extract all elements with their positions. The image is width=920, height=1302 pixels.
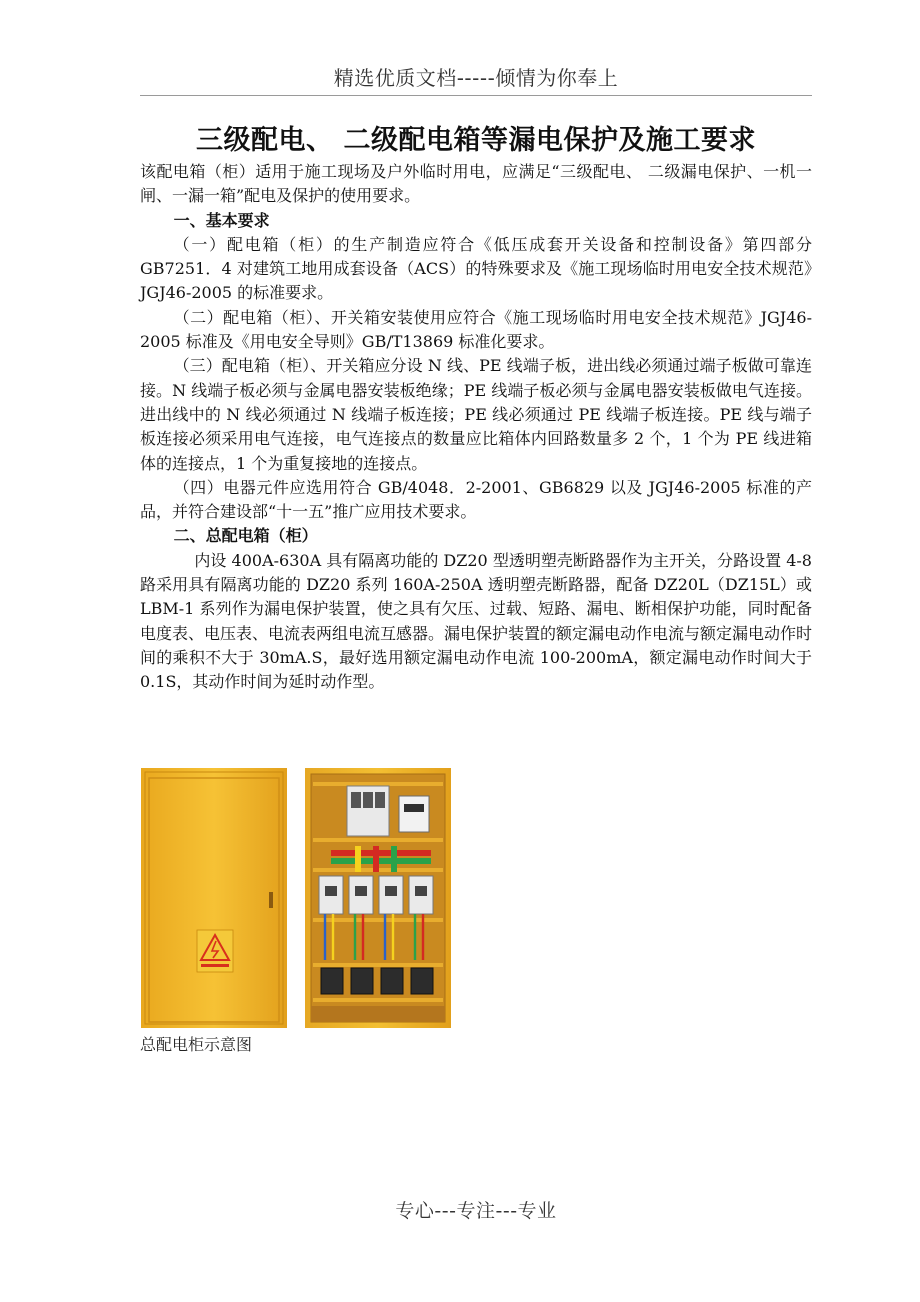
intro-paragraph: 该配电箱（柜）适用于施工现场及户外临时用电，应满足“三级配电、 二级漏电保护、一机一闸、一漏一箱”配电及保护的使用要求。 (140, 162, 812, 206)
requirement-item-3: （三）配电箱（柜）、开关箱应分设 N 线、PE 线端子板，进出线必须通过端子板做可靠连接。N 线端子板必须与金属电器安装板绝缘；PE 线端子板必须与金属电器安装板做电气连接。进出线中的 N 线必须通过 N 线端子板连接；PE 线必须通过 PE 线端子板连接。PE 线与端子板连接必须采用电气连接，电气连接点的数量应比箱体内回路数量多 2 个，1 个为 PE 线进箱体的连接点，1 个为重复接地的连接点。 (140, 356, 812, 473)
section-heading-main-cabinet: 二、总配电箱（柜） (173, 526, 318, 546)
figure-caption: 总配电柜示意图 (140, 1035, 253, 1054)
cabinet-illustration (141, 768, 451, 1028)
main-cabinet-paragraph: 内设 400A-630A 具有隔离功能的 DZ20 型透明塑壳断路器作为主开关，分路设置 4-8 路采用具有隔离功能的 DZ20 系列 160A-250A 透明塑壳断路器，配备 DZ20L（DZ15L）或 LBM-1 系列作为漏电保护装置，使之具有欠压、过载、短路、漏电、断相保护功能，同时配备电度表、电压表、电流表两组电流互感器。漏电保护装置的额定漏电动作电流与额定漏电动作时间的乘积不大于 30mA.S，最好选用额定漏电动作电流 100-200mA，额定漏电动作时间大于 0.1S，其动作时间为延时动作型。 (140, 550, 813, 692)
cable-entry-panel (311, 1006, 445, 1022)
header-divider (140, 95, 812, 96)
cabinet-door (141, 768, 287, 1028)
page-footer: 专心---专注---专业 (395, 1200, 557, 1222)
energy-meter (399, 796, 429, 832)
page-header: 精选优质文档-----倾情为你奉上 (333, 66, 619, 90)
closed-cabinet (141, 768, 287, 1028)
requirement-item-4: （四）电器元件应选用符合 GB/4048．2-2001、GB6829 以及 JGJ46-2005 标准的产品，并符合建设部“十一五”推广应用技术要求。 (140, 477, 812, 522)
distribution-cabinet-figure (141, 768, 451, 1028)
warning-sign-icon (197, 930, 233, 972)
main-circuit-breaker (347, 786, 389, 836)
open-cabinet (305, 768, 451, 1028)
document-body (140, 160, 812, 695)
document-title: 三级配电、 二级配电箱等漏电保护及施工要求 (196, 125, 756, 156)
door-handle-icon (269, 892, 273, 908)
section-heading-basic-requirements: 一、基本要求 (173, 210, 270, 230)
requirement-item-2: （二）配电箱（柜）、开关箱安装使用应符合《施工现场临时用电安全技术规范》JGJ46-2005 标准及《用电安全导则》GB/T13869 标准化要求。 (140, 307, 812, 352)
requirement-item-1: （一）配电箱（柜）的生产制造应符合《低压成套开关设备和控制设备》第四部分 GB7251．4 对建筑工地用成套设备（ACS）的特殊要求及《施工现场临时用电安全技术规范》JGJ46-2005 的标准要求。 (140, 234, 812, 303)
